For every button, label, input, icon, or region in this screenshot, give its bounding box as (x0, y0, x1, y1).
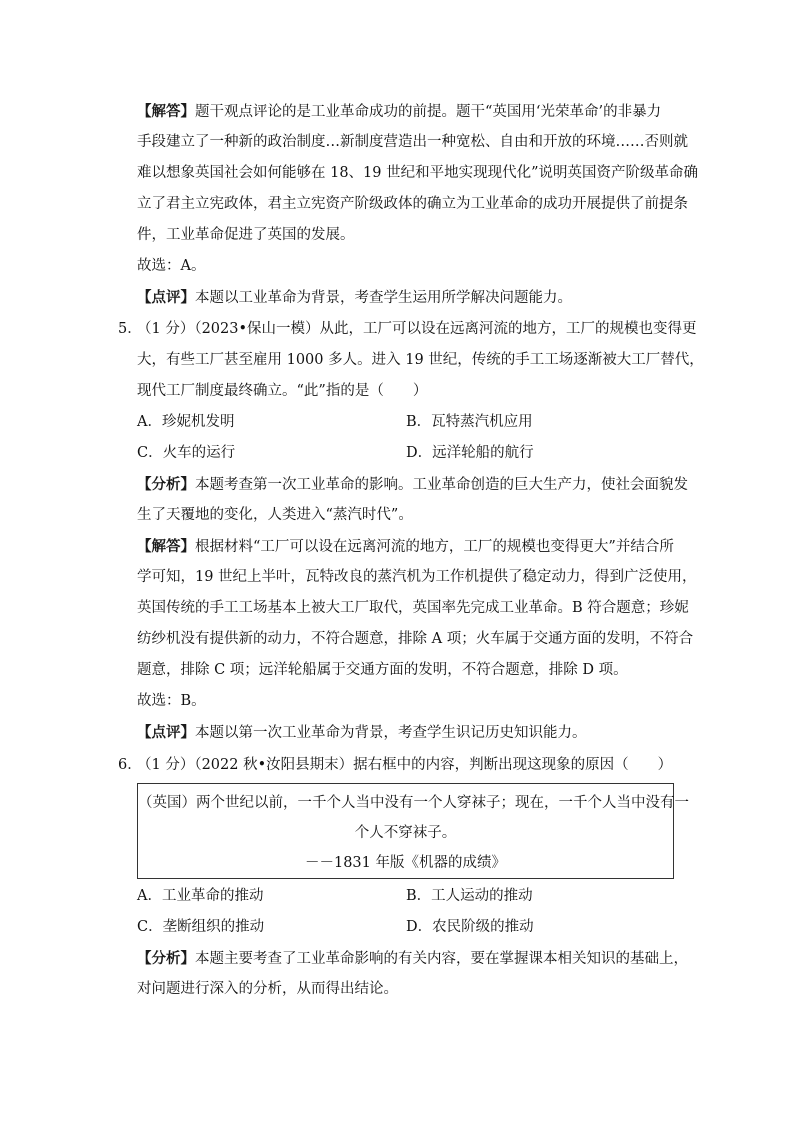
option-b: B．工人运动的推动 (406, 888, 533, 904)
option-c: C．垄断组织的推动 (137, 919, 265, 935)
option-d: D．农民阶级的推动 (406, 919, 534, 935)
option-a: A．珍妮机发明 (137, 414, 235, 430)
answer-line: 题意，排除 C 项；远洋轮船属于交通方面的发明，不符合题意，排除 D 项。 (137, 662, 628, 678)
choice-line: 故选：B。 (137, 693, 206, 709)
comment-tag: 【点评】 (137, 289, 195, 306)
option-c: C．火车的运行 (137, 445, 236, 461)
options-row (137, 407, 675, 438)
answer-line: 学可知，19 世纪上半叶，瓦特改良的蒸汽机为工作机提供了稳定动力，得到广泛使用， (137, 569, 697, 585)
question-number: 5． (118, 321, 142, 337)
comment-line: 【点评】本题以工业革命为背景，考查学生运用所学解决问题能力。 (137, 289, 572, 306)
analysis-line: 【分析】本题主要考查了工业革命影响的有关内容，要在掌握课本相关知识的基础上， (137, 950, 688, 967)
answer-tag: 【解答】 (137, 538, 195, 555)
answer-line: 立了君主立宪政体，君主立宪资产阶级政体的确立为工业革命的成功开展提供了前提条 (137, 196, 688, 212)
analysis-line: 对问题进行深入的分析，从而得出结论。 (137, 981, 398, 997)
answer-tag: 【解答】 (137, 103, 195, 120)
q6-body (137, 881, 688, 1005)
answer-line: 件，工业革命促进了英国的发展。 (137, 227, 355, 243)
comment-tag: 【点评】 (137, 724, 195, 741)
choice-line: 故选：A。 (137, 258, 206, 274)
quote-line: 个人不穿袜子。 (354, 825, 457, 841)
options-row (137, 438, 675, 469)
option-a: A．工业革命的推动 (137, 888, 264, 904)
stem-line: 现代工厂制度最终确立。“此”指的是（ ） (137, 383, 428, 399)
option-b: B．瓦特蒸汽机应用 (406, 414, 533, 430)
stem-line: （1 分）（2022 秋•汝阳县期末）据右框中的内容，判断出现这现象的原因（ ） (137, 757, 673, 773)
stem-line: （1 分）（2023•保山一模）从此，工厂可以设在远离河流的地方，工厂的规模也变得更 (137, 321, 697, 337)
analysis-line: 【分析】本题考查第一次工业革命的影响。工业革命创造的巨大生产力，使社会面貌发 (137, 476, 688, 493)
answer-line: 英国传统的手工工场基本上被大工厂取代，英国率先完成工业革命。B 符合题意；珍妮 (137, 600, 689, 616)
option-d: D．远洋轮船的航行 (406, 445, 534, 461)
answer-line: 【解答】根据材料“工厂可以设在远离河流的地方，工厂的规模也变得更大”并结合所 (137, 538, 674, 555)
quote-line: （英国）两个世纪以前，一千个人当中没有一个人穿袜子；现在，一千个人当中没有一 (138, 795, 689, 811)
q5-stem (137, 314, 704, 748)
analysis-tag: 【分析】 (137, 476, 195, 493)
stem-line: 大，有些工厂甚至雇用 1000 多人。进入 19 世纪，传统的手工工场逐渐被大工厂替代， (137, 352, 704, 368)
quote-box (137, 783, 689, 879)
answer-line: 难以想象英国社会如何能够在 18、19 世纪和平地实现现代化”说明英国资产阶级革命确 (137, 165, 699, 181)
quote-source: －－1831 年版《机器的成绩》 (304, 855, 506, 871)
analysis-tag: 【分析】 (137, 950, 195, 967)
answer-line: 【解答】题干观点评论的是工业革命成功的前提。题干“英国用‘光荣革命’的非暴力 (137, 103, 662, 120)
question-number: 6． (118, 757, 142, 773)
answer-line: 手段建立了一种新的政治制度…新制度营造出一种宽松、自由和开放的环境……否则就 (137, 134, 688, 150)
options-row (137, 912, 675, 943)
analysis-line: 生了天覆地的变化，人类进入“蒸汽时代”。 (137, 507, 413, 523)
answer-line: 纺纱机没有提供新的动力，不符合题意，排除 A 项；火车属于交通方面的发明，不符合 (137, 631, 694, 647)
q4-answer (137, 96, 699, 313)
options-row (137, 881, 675, 912)
comment-line: 【点评】本题以第一次工业革命为背景，考查学生识记历史知识能力。 (137, 724, 587, 741)
q6-stem (137, 750, 675, 781)
